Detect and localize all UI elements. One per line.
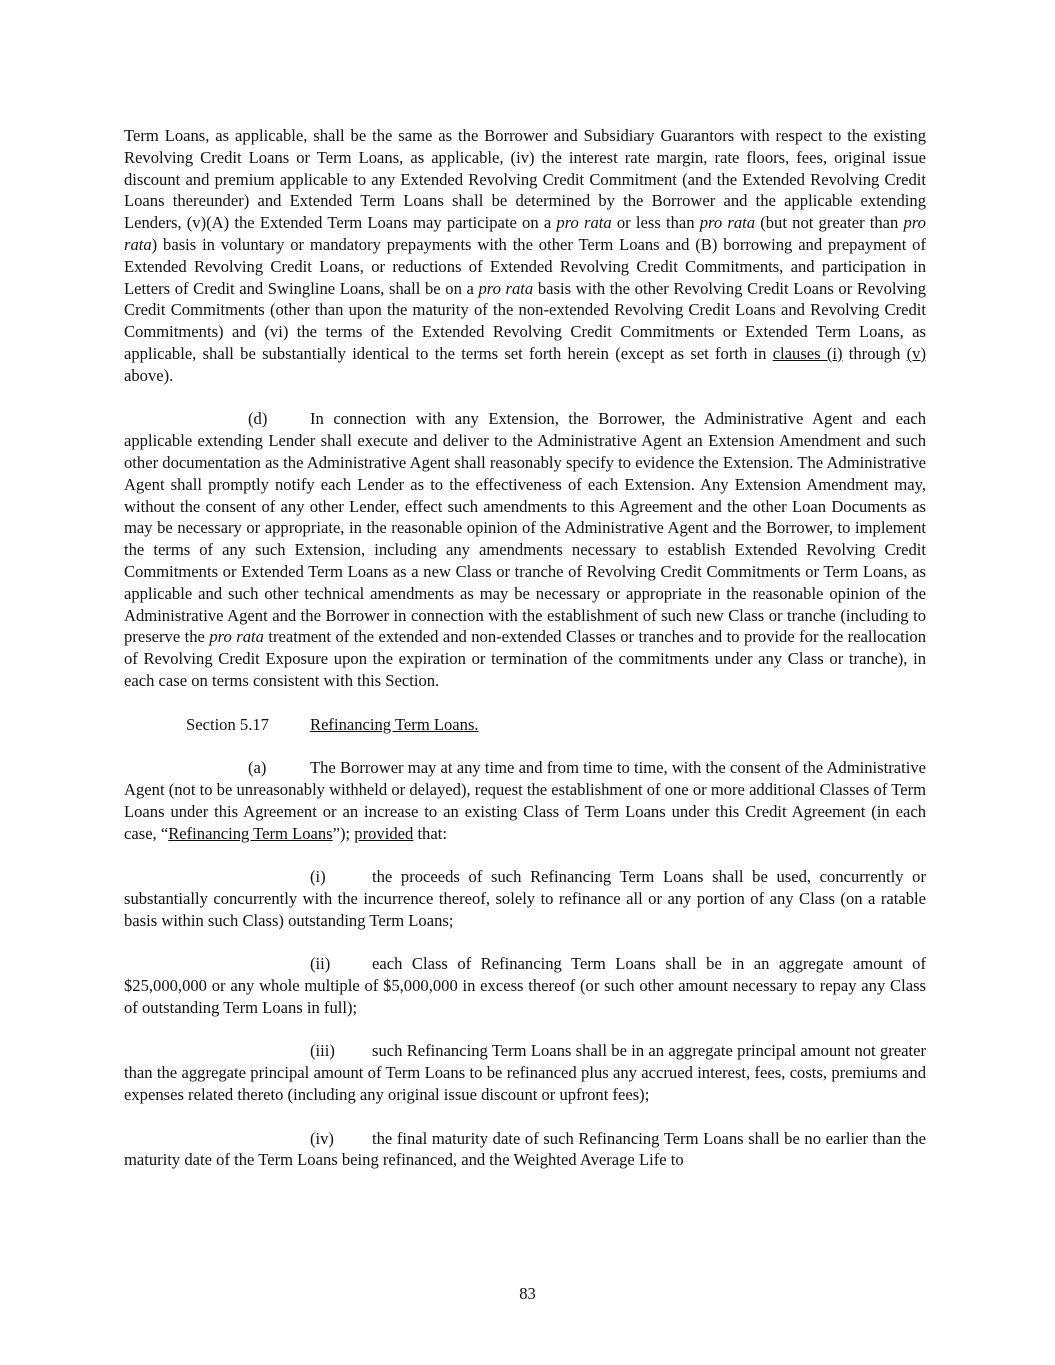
clause-reference: (v): [906, 343, 926, 363]
page-number: 83: [519, 1284, 536, 1303]
paragraph-c-continued: [124, 125, 926, 387]
paragraph-a: [124, 757, 926, 844]
text-run: that:: [413, 823, 447, 843]
clause-text: the proceeds of such Refinancing Term Loans shall be used, concurrently or substantially concurrently with the incurrence thereof, solely to refinance all or any portion of any Class (on a ratable basis within such Class) outstanding Term Loans;: [124, 867, 926, 930]
spacer: [124, 1019, 926, 1041]
spacer: [124, 1106, 926, 1128]
clause-text: the final maturity date of such Refinancing Term Loans shall be no earlier than the maturity date of the Term Loans being refinanced, and the Weighted Average Life to: [124, 1128, 926, 1170]
text-run: ”);: [332, 823, 355, 843]
text-run: basis with the other Revolving Credit Loans or Revolving Credit Commitments (other than upon the maturity of the non-extended Revolving Credit Loans and Revolving Credit Commitments) and (vi) the terms of the Extended Revolving Credit Commitments or Extended Term Loans, as applicable, shall be substantially identical to the terms set forth herein (except as set forth in: [124, 278, 926, 363]
italic-term: pro rata: [124, 213, 926, 254]
clause-text: each Class of Refinancing Term Loans shall be in an aggregate amount of $25,000,000 or any whole multiple of $5,000,000 in excess thereof (or such other amount necessary to repay any Class of outstanding Term Loans in full);: [124, 954, 926, 1017]
spacer: [124, 931, 926, 953]
section-number: Section 5.17: [186, 714, 269, 734]
text-run: through: [842, 343, 907, 363]
text-run: (but not greater than: [755, 213, 904, 233]
clause-reference: clauses (i): [772, 343, 843, 363]
spacer: [124, 844, 926, 866]
text-run: The Borrower may at any time and from time to time, with the consent of the Administrative Agent (not to be unreasonably withheld or delayed), request the establishment of one or more additional Classes of Term Loans under this Agreement or an increase to an existing Class of Term Loans under this Credit Agreement (in each case, “: [124, 758, 926, 843]
paragraph-marker: (a): [248, 758, 267, 778]
section-heading: [124, 714, 926, 736]
defined-term: Refinancing Term Loans: [168, 823, 333, 843]
clause-marker: (ii): [310, 954, 331, 974]
italic-term: pro rata: [699, 213, 756, 233]
italic-term: pro rata: [478, 278, 534, 298]
text-run: Term Loans, as applicable, shall be the same as the Borrower and Subsidiary Guarantors with respect to the existing Revolving Credit Loans or Term Loans, as applicable, (iv) the interest rate margin, rate floors, fees, original issue discount and premium applicable to any Extended Revolving Credit Commitment (and the Extended Revolving Credit Loans thereunder) and Extended Term Loans shall be determined by the Borrower and the applicable extending Lenders, (v)(A) the Extended Term Loans may participate on a: [124, 126, 926, 233]
italic-term: pro rata: [556, 213, 612, 233]
page-body: [124, 125, 926, 1171]
clause-iii: [124, 1040, 926, 1105]
clause-text: such Refinancing Term Loans shall be in an aggregate principal amount not greater than the aggregate principal amount of Term Loans to be refinanced plus any accrued interest, fees, costs, premiums and expenses related thereto (including any original issue discount or upfront fees);: [124, 1041, 926, 1105]
clause-marker: (i): [310, 867, 326, 887]
italic-term: pro rata: [209, 627, 264, 647]
clause-marker: (iii): [310, 1041, 335, 1061]
clause-i: [124, 866, 926, 931]
text-run: or less than: [611, 213, 700, 233]
paragraph-d: [124, 408, 926, 691]
text-run: treatment of the extended and non-extended Classes or tranches and to provide for the reallocation of Revolving Credit Exposure upon the expiration or termination of the commitments under any Class or tranche), in each case on terms consistent with this Section.: [124, 627, 926, 690]
clause-ii: [124, 953, 926, 1018]
paragraph-marker: (d): [248, 409, 268, 429]
clause-marker: (iv): [310, 1128, 334, 1148]
text-run: above).: [124, 365, 174, 385]
text-run: In connection with any Extension, the Borrower, the Administrative Agent and each applicable extending Lender shall execute and deliver to the Administrative Agent an Extension Amendment and such other documentation as the Administrative Agent shall reasonably specify to evidence the Extension. The Administrative Agent shall promptly notify each Lender as to the effectiveness of each Extension. Any Extension Amendment may, without the consent of any other Lender, effect such amendments to this Agreement and the other Loan Documents as may be necessary or appropriate, in the reasonable opinion of the Administrative Agent and the Borrower, to implement the terms of any such Extension, including any amendments necessary to establish Extended Revolving Credit Commitments or Extended Term Loans as a new Class or tranche of Revolving Credit Commitments or Term Loans, as applicable and such other technical amendments as may be necessary or appropriate in the reasonable opinion of the Administrative Agent and the Borrower in connection with the establishment of such new Class or tranche (including to preserve the: [124, 409, 926, 647]
defined-term: provided: [354, 823, 414, 843]
spacer: [124, 387, 926, 409]
text-run: ) basis in voluntary or mandatory prepayments with the other Term Loans and (B) borrowing and prepayment of Extended Revolving Credit Loans, or reductions of Extended Revolving Credit Commitments, and participation in Letters of Credit and Swingline Loans, shall be on a: [124, 234, 926, 298]
spacer: [124, 735, 926, 757]
clause-iv: [124, 1128, 926, 1172]
section-title: Refinancing Term Loans.: [310, 714, 479, 734]
spacer: [124, 692, 926, 714]
